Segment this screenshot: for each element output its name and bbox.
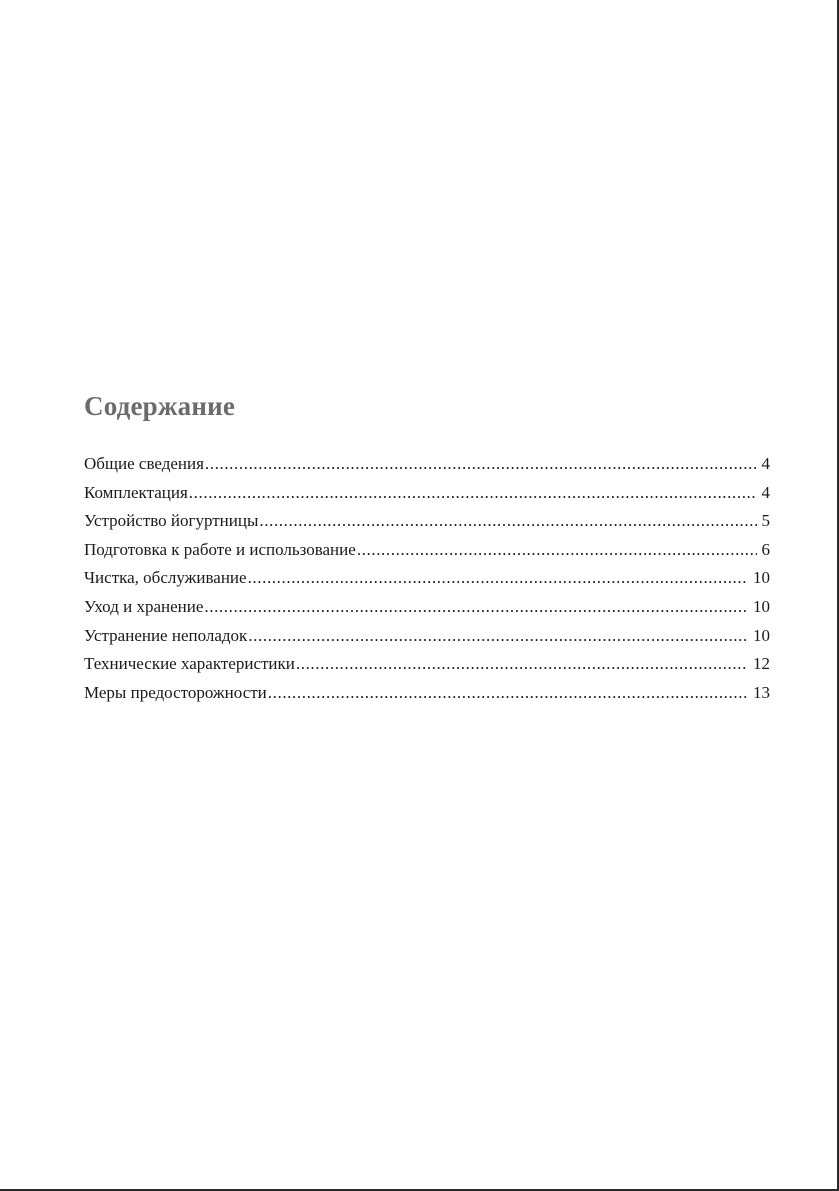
table-of-contents — [84, 388, 770, 707]
toc-list — [84, 450, 770, 707]
toc-dot-leader — [248, 564, 748, 593]
toc-entry-label: Устранение неполадок — [84, 625, 248, 645]
toc-entry-label: Меры предосторожности — [84, 682, 267, 702]
toc-entry-label: Общие сведения — [84, 454, 204, 473]
toc-entry-label: Технические характеристики — [84, 654, 295, 674]
toc-entry[interactable] — [84, 507, 770, 536]
toc-entry[interactable] — [84, 450, 770, 479]
toc-entry-page: 13 — [753, 682, 770, 702]
toc-entry-page: 10 — [753, 596, 770, 616]
toc-entry-label: Подготовка к работе и использование — [84, 539, 356, 559]
toc-entry-page: 5 — [761, 511, 770, 531]
toc-entry-page: 10 — [753, 568, 770, 588]
toc-entry[interactable] — [84, 650, 770, 679]
toc-entry-label: Устройство йогуртницы — [84, 511, 259, 531]
toc-entry-label: Комплектация — [84, 482, 188, 502]
toc-entry[interactable] — [84, 536, 770, 565]
toc-dot-leader — [204, 593, 748, 622]
toc-dot-leader — [296, 650, 748, 679]
toc-entry[interactable] — [84, 479, 770, 508]
toc-entry-page: 6 — [761, 539, 770, 559]
toc-entry-page: 12 — [753, 654, 770, 674]
toc-dot-leader — [259, 507, 756, 536]
toc-entry-label: Чистка, обслуживание — [84, 568, 247, 588]
toc-dot-leader — [357, 536, 757, 565]
toc-entry-page: 4 — [761, 454, 770, 473]
toc-dot-leader — [189, 479, 757, 508]
toc-entry-label: Уход и хранение — [84, 596, 204, 616]
toc-entry[interactable] — [84, 564, 770, 593]
toc-entry-page: 10 — [753, 625, 770, 645]
toc-dot-leader — [248, 622, 748, 651]
toc-dot-leader — [268, 679, 748, 708]
toc-entry[interactable] — [84, 593, 770, 622]
toc-dot-leader — [205, 450, 757, 479]
toc-entry-page: 4 — [761, 482, 770, 502]
toc-entry[interactable] — [84, 622, 770, 651]
toc-title: Содержание — [84, 391, 236, 421]
toc-entry[interactable] — [84, 679, 770, 708]
